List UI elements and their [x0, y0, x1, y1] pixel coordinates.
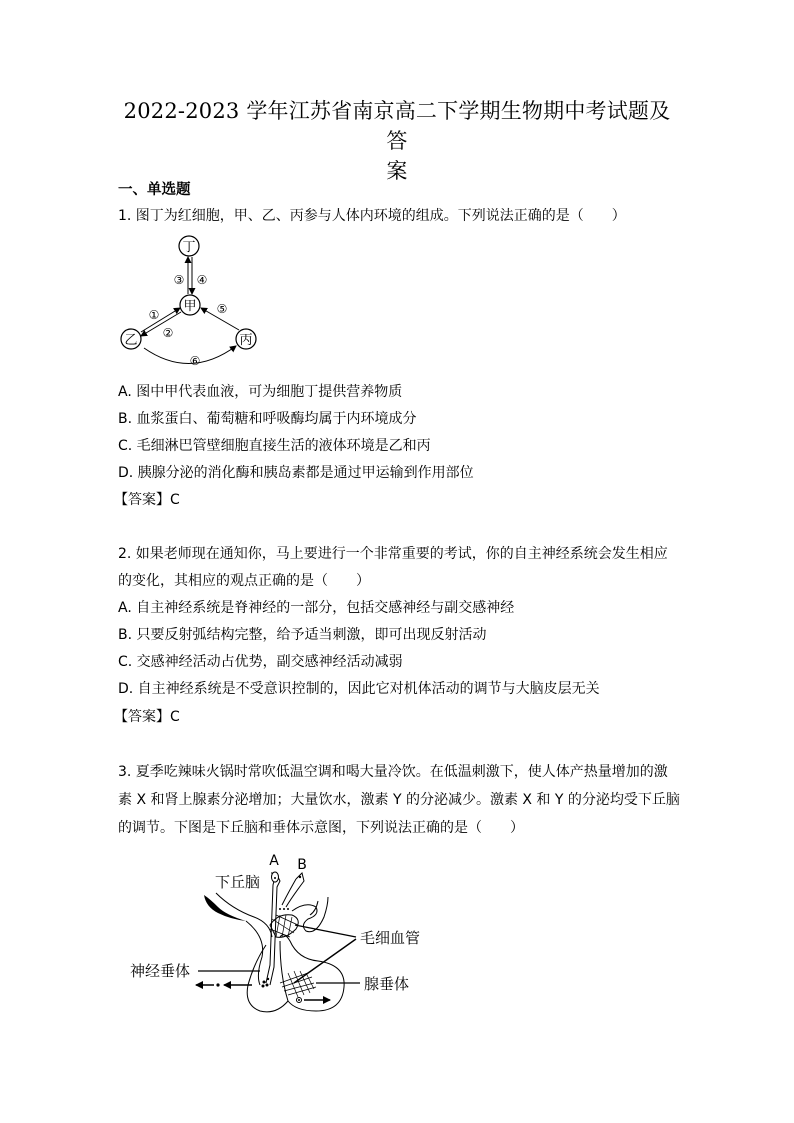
question-1-option-a: A. 图中甲代表血液，可为细胞丁提供营养物质	[118, 384, 403, 400]
label-6: ⑥	[189, 354, 201, 368]
label-neurohypophysis: 神经垂体	[130, 962, 191, 980]
question-1-diagram	[110, 230, 280, 380]
label-1: ①	[148, 308, 160, 322]
label-hypothalamus: 下丘脑	[215, 873, 261, 891]
label-a: A	[269, 853, 279, 869]
question-1-option-b: B. 血浆蛋白、葡萄糖和呼吸酶均属于内环境成分	[118, 411, 417, 427]
node-jia	[180, 295, 200, 315]
question-3-diagram	[120, 845, 440, 1025]
svg-text:甲: 甲	[183, 299, 197, 314]
black-wedge-shape	[204, 895, 246, 921]
question-2-answer: 【答案】C	[114, 709, 180, 725]
node-yi	[121, 329, 141, 349]
label-4: ④	[196, 273, 208, 287]
svg-text:丁: 丁	[182, 240, 196, 255]
question-1-option-c: C. 毛细淋巴管壁细胞直接生活的液体环境是乙和丙	[118, 438, 431, 454]
question-1-answer: 【答案】C	[114, 492, 180, 508]
question-1-option-d: D. 胰腺分泌的消化酶和胰岛素都是通过甲运输到作用部位	[118, 465, 474, 481]
label-5: ⑤	[216, 302, 228, 316]
title-line-1: 2022-2023 学年江苏省南京高二下学期生物期中考试题及答	[123, 99, 671, 153]
label-3: ③	[173, 273, 185, 287]
label-2: ②	[162, 326, 174, 340]
question-3-stem-line-2: 素 X 和肾上腺素分泌增加；大量饮水，激素 Y 的分泌减少。激素 X 和 Y 的分泌均受下丘脑	[118, 792, 680, 808]
question-2-option-c: C. 交感神经活动占优势，副交感神经活动减弱	[118, 654, 403, 670]
question-2-option-d: D. 自主神经系统是不受意识控制的，因此它对机体活动的调节与大脑皮层无关	[118, 681, 600, 697]
question-3-stem-line-1: 3. 夏季吃辣味火锅时常吹低温空调和喝大量冷饮。在低温刺激下，使人体产热量增加的激	[118, 764, 668, 780]
title-line-2: 案	[386, 159, 408, 183]
document-title	[120, 96, 674, 186]
section-heading: 一、单选题	[118, 182, 191, 198]
question-2-option-b: B. 只要反射弧结构完整，给予适当刺激，即可出现反射活动	[118, 627, 487, 643]
question-2-stem-line-2: 的变化，其相应的观点正确的是（ ）	[118, 573, 370, 589]
svg-text:乙: 乙	[124, 333, 138, 348]
node-ding	[179, 236, 199, 256]
label-adenohypophysis: 腺垂体	[364, 975, 410, 993]
question-2-option-a: A. 自主神经系统是脊神经的一部分，包括交感神经与副交感神经	[118, 600, 515, 616]
question-2-stem-line-1: 2. 如果老师现在通知你，马上要进行一个非常重要的考试，你的自主神经系统会发生相应	[118, 546, 668, 562]
question-3-stem-line-3: 的调节。下图是下丘脑和垂体示意图，下列说法正确的是（ ）	[118, 820, 524, 836]
node-bing	[236, 329, 256, 349]
question-1-stem: 1. 图丁为红细胞，甲、乙、丙参与人体内环境的组成。下列说法正确的是（ ）	[118, 208, 626, 224]
svg-text:丙: 丙	[239, 333, 253, 348]
label-capillary: 毛细血管	[360, 929, 421, 947]
label-b: B	[297, 857, 307, 873]
